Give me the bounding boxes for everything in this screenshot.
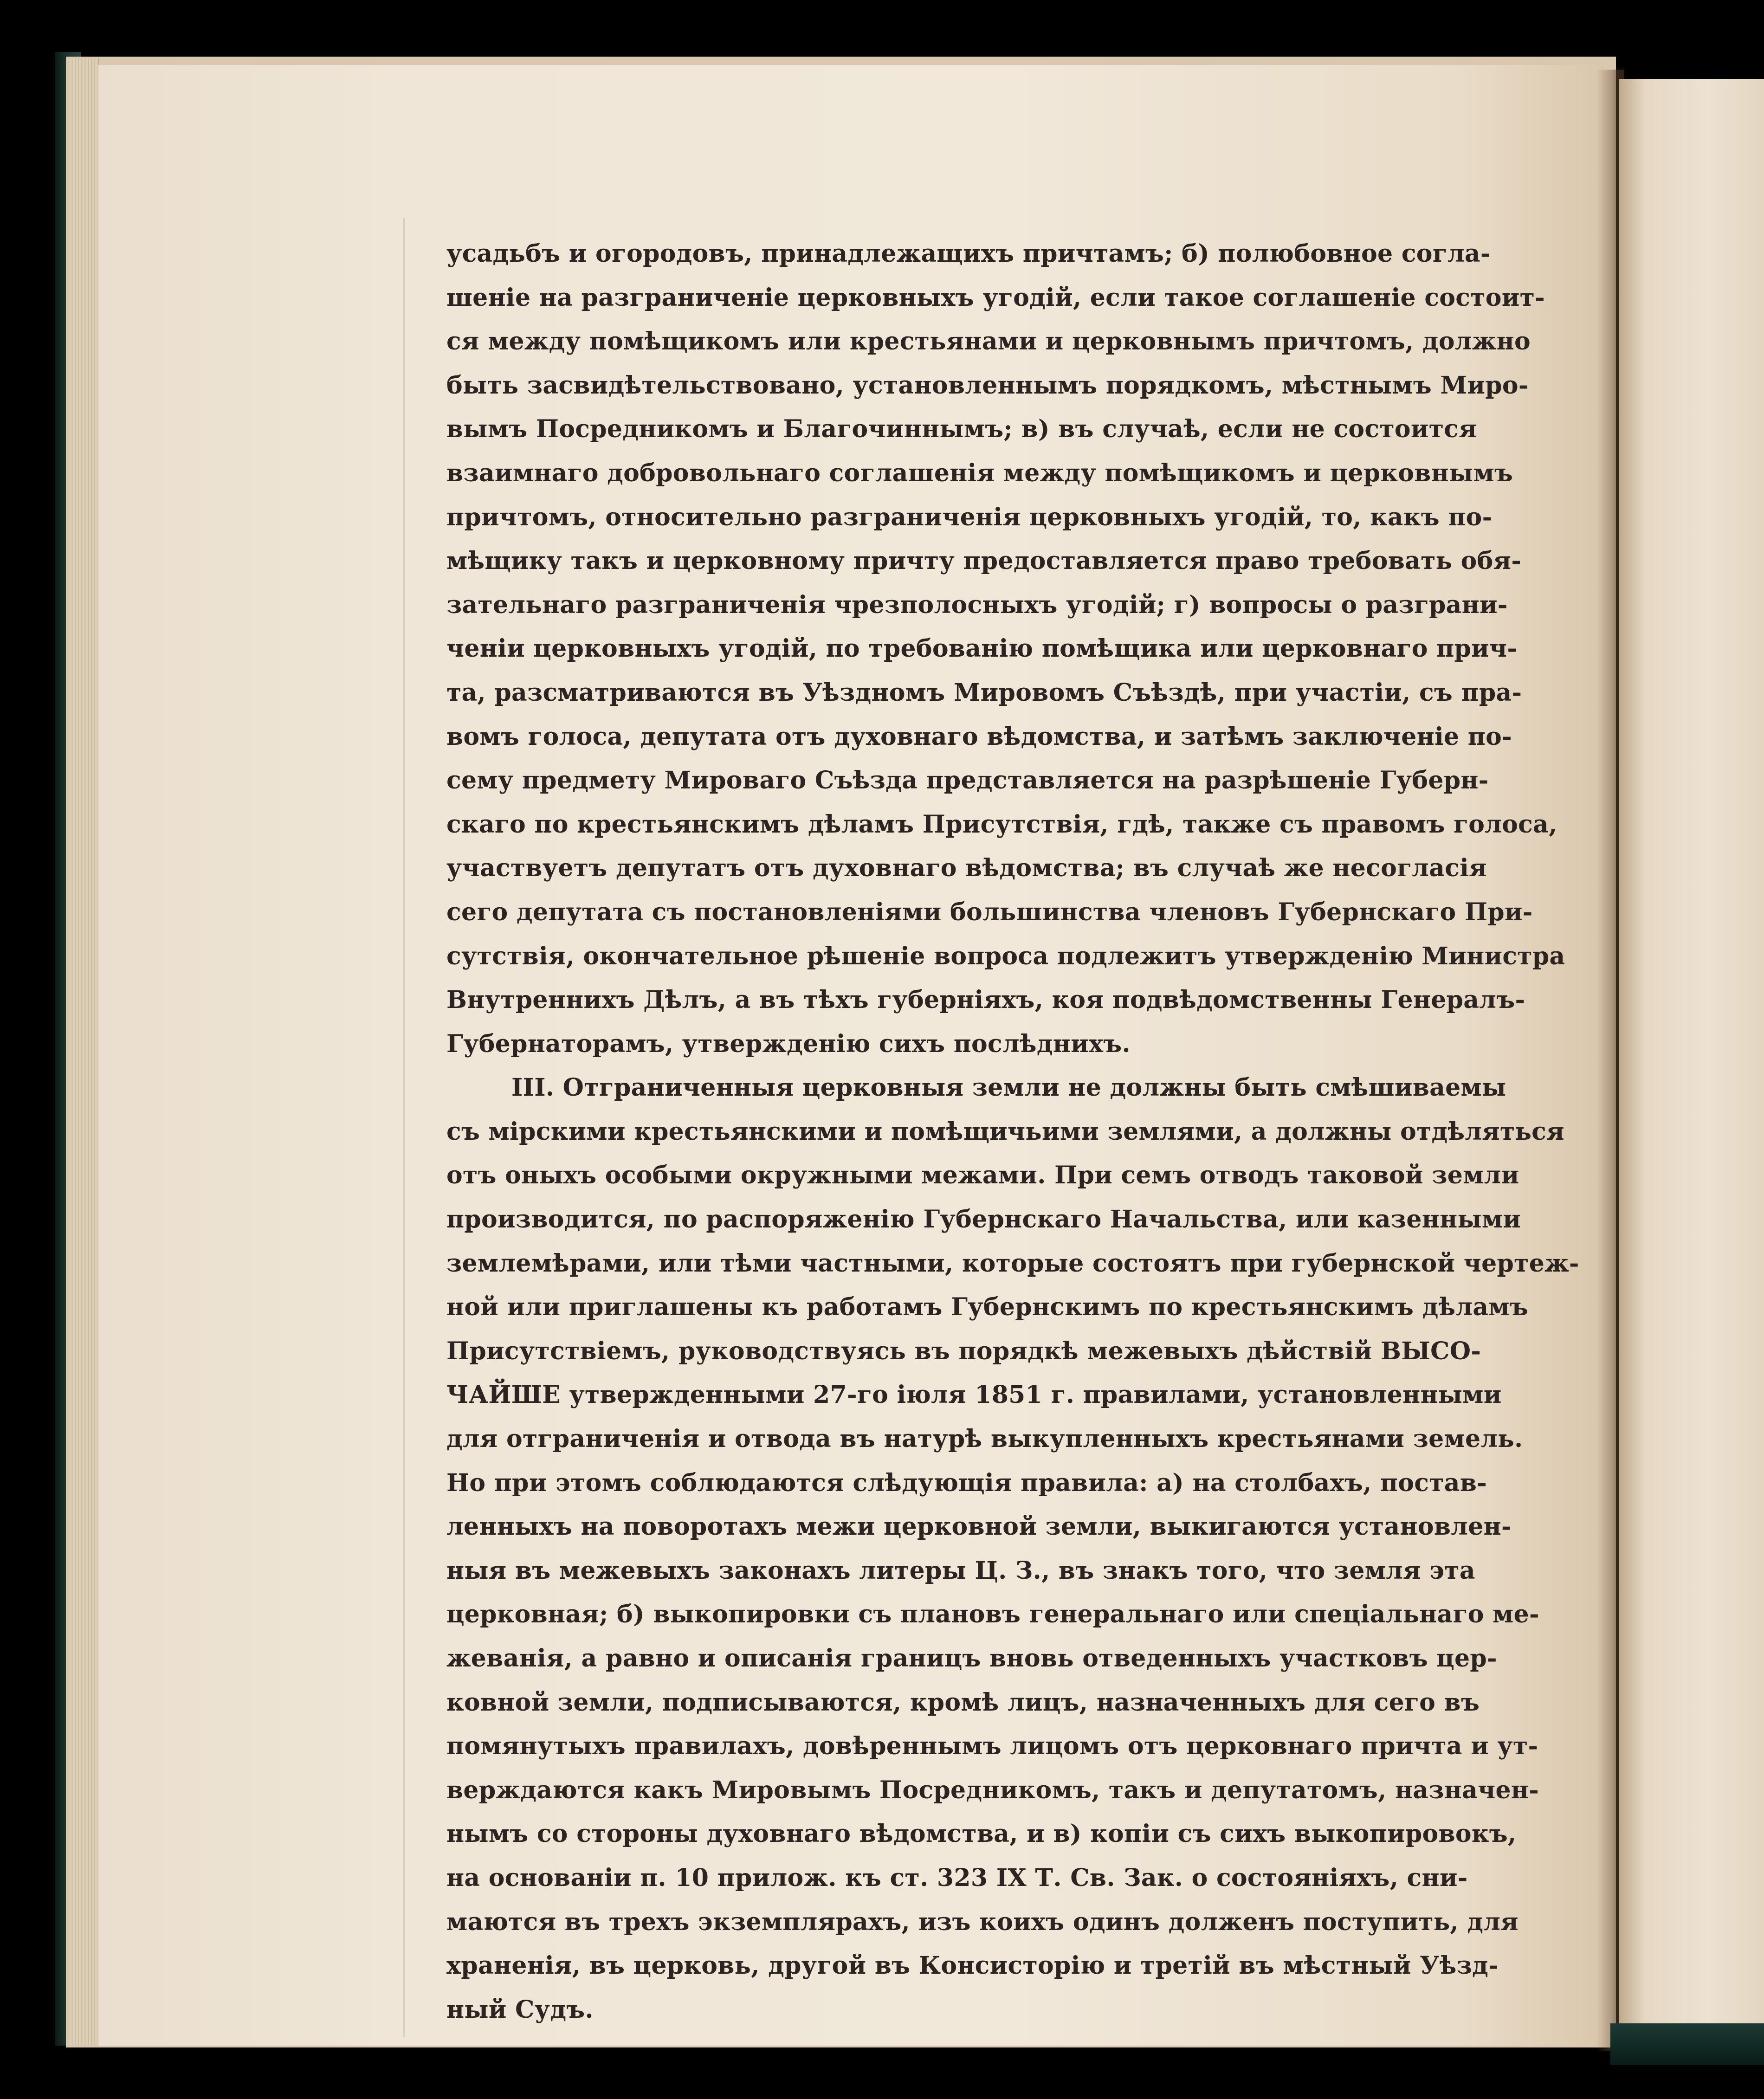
text-line: жеванія, а равно и описанія границъ вновь отведенныхъ участковъ цер- [446,1644,1497,1673]
cover-corner [1610,2023,1764,2065]
text-line: землемѣрами, или тѣми частными, которые состоятъ при губернской чертеж- [446,1249,1579,1278]
text-line: мѣщику такъ и церковному причту предоставляется право требовать обя- [446,547,1522,575]
text-line: церковная; б) выкопировки съ плановъ генеральнаго или спеціальнаго ме- [446,1600,1539,1629]
text-line: ной или приглашены къ работамъ Губернскимъ по крестьянскимъ дѣламъ [446,1293,1529,1322]
text-line: вымъ Посредникомъ и Благочиннымъ; в) въ случаѣ, если не состоится [446,415,1477,444]
text-line: ныя въ межевыхъ законахъ литеры Ц. З., въ знакъ того, что земля эта [446,1556,1475,1585]
page-stack-edges [70,58,99,2045]
pencil-margin-line [403,218,405,2037]
text-line: ся между помѣщикомъ или крестьянами и церковнымъ причтомъ, должно [446,327,1531,356]
text-line: отъ оныхъ особыми окружными межами. При семъ отводъ таковой земли [446,1161,1519,1190]
text-line: та, разсматриваются въ Уѣздномъ Мировомъ Съѣздѣ, при участіи, съ пра- [446,678,1522,707]
text-line: ный Судъ. [446,1995,594,2024]
text-line: помянутыхъ правилахъ, довѣреннымъ лицомъ отъ церковнаго причта и ут- [446,1732,1538,1761]
text-line: сего депутата съ постановленіями большинства членовъ Губернскаго При- [446,898,1533,926]
text-line: нымъ со стороны духовнаго вѣдомства, и в) копіи съ сихъ выкопировокъ, [446,1820,1517,1848]
text-line: усадьбъ и огородовъ, принадлежащихъ причтамъ; б) полюбовное согла- [446,239,1491,268]
text-line: съ мірскими крестьянскими и помѣщичьими землями, а должны отдѣляться [446,1117,1564,1146]
text-line: на основаніи п. 10 прилож. къ ст. 323 IX Т. Св. Зак. о состояніяхъ, сни- [446,1863,1468,1892]
right-page-edge [1619,79,1764,2056]
text-line: маются въ трехъ экземплярахъ, изъ коихъ одинъ долженъ поступить, для [446,1907,1518,1936]
text-line: сутствія, окончательное рѣшеніе вопроса подлежитъ утвержденію Министра [446,942,1565,970]
text-line: взаимнаго добровольнаго соглашенія между помѣщикомъ и церковнымъ [446,459,1513,487]
text-line: ЧАЙШЕ утвержденными 27-го іюля 1851 г. правилами, установленными [446,1381,1502,1409]
body-text [446,232,1579,2032]
text-line: сему предмету Мироваго Съѣзда представляется на разрѣшеніе Губерн- [446,766,1489,795]
text-line: верждаются какъ Мировымъ Посредникомъ, такъ и депутатомъ, назначен- [446,1776,1539,1804]
section-heading-line: III. Отграниченныя церковныя земли не должны быть смѣшиваемы [511,1073,1506,1102]
text-line: Внутреннихъ Дѣлъ, а въ тѣхъ губерніяхъ, коя подвѣдомственны Генералъ- [446,986,1525,1014]
text-line: быть засвидѣтельствовано, установленнымъ порядкомъ, мѣстнымъ Миро- [446,371,1529,400]
text-line: скаго по крестьянскимъ дѣламъ Присутствія, гдѣ, также съ правомъ голоса, [446,810,1557,839]
text-line: Но при этомъ соблюдаются слѣдующія правила: а) на столбахъ, постав- [446,1468,1487,1497]
text-line: Губернаторамъ, утвержденію сихъ послѣднихъ. [446,1029,1131,1058]
text-line: ченіи церковныхъ угодій, по требованію помѣщика или церковнаго прич- [446,634,1518,663]
text-line: ковной земли, подписываются, кромѣ лицъ, назначенныхъ для сего въ [446,1688,1480,1717]
text-line: храненія, въ церковь, другой въ Консисторію и третій въ мѣстный Уѣзд- [446,1951,1499,1980]
text-line: производится, по распоряженію Губернскаго Начальства, или казенными [446,1205,1521,1234]
text-line: причтомъ, относительно разграниченія церковныхъ угодій, то, какъ по- [446,503,1493,531]
text-line: вомъ голоса, депутата отъ духовнаго вѣдомства, и затѣмъ заключеніе по- [446,722,1512,751]
text-line: для отграниченія и отвода въ натурѣ выкупленныхъ крестьянами земель. [446,1425,1523,1453]
text-line: участвуетъ депутатъ отъ духовнаго вѣдомства; въ случаѣ же несогласія [446,854,1487,883]
text-line: шеніе на разграниченіе церковныхъ угодій, если такое соглашеніе состоит- [446,283,1545,312]
text-line: ленныхъ на поворотахъ межи церковной земли, выкигаются установлен- [446,1512,1512,1541]
text-line: зательнаго разграниченія чрезполосныхъ угодій; г) вопросы о разграни- [446,590,1508,619]
text-line: Присутствіемъ, руководствуясь въ порядкѣ межевыхъ дѣйствій ВЫСО- [446,1337,1481,1365]
